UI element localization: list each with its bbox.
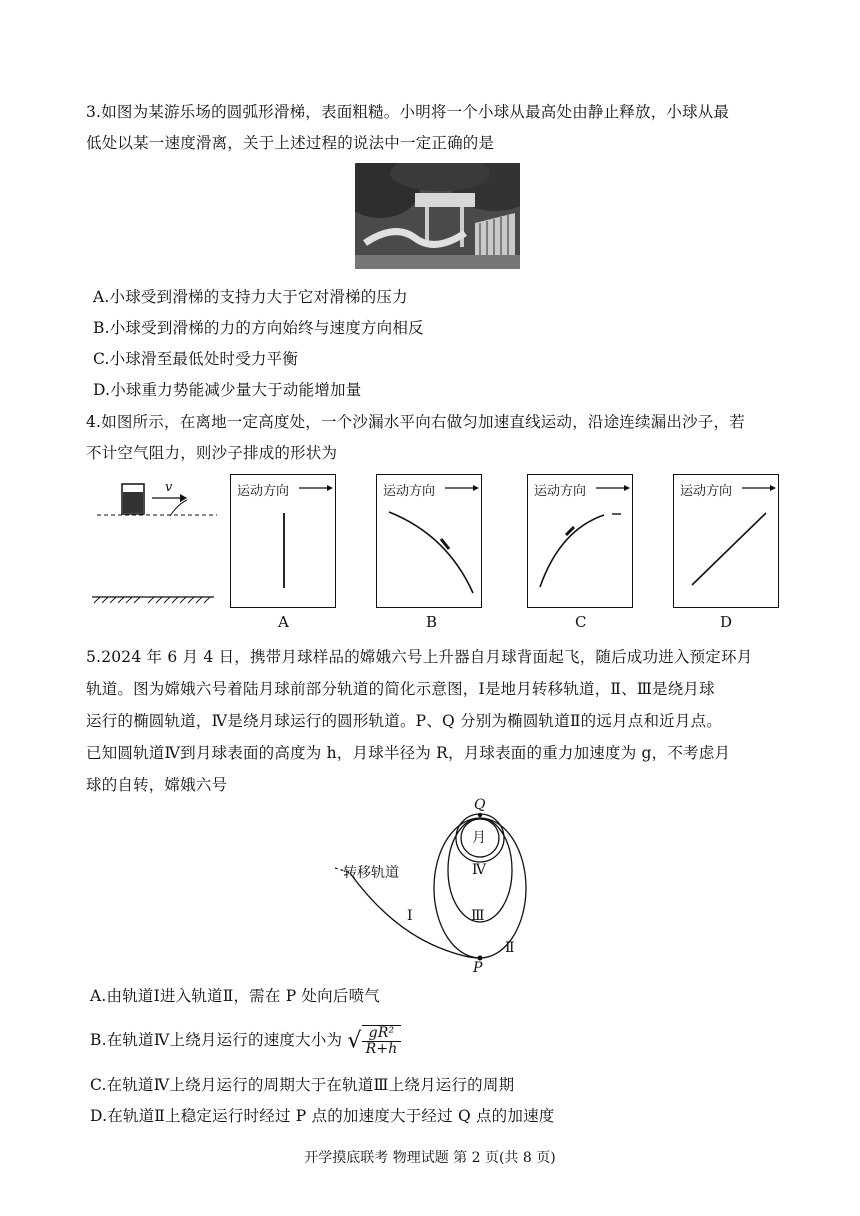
panel-d xyxy=(673,474,779,608)
transfer-orbit-label: 转移轨道 xyxy=(343,865,399,881)
q3-stem-line1: 3.如图为某游乐场的圆弧形滑梯，表面粗糙。小明将一个小球从最高处由静止释放，小球从最 xyxy=(86,103,730,121)
panel-a-shape xyxy=(231,475,335,607)
q5-option-b-formula xyxy=(362,1025,402,1057)
panel-d-header: 运动方向 xyxy=(680,484,733,499)
q5-stem-line2: 轨道。图为嫦娥六号着陆月球前部分轨道的简化示意图，Ⅰ是地月转移轨道，Ⅱ、Ⅲ是绕月球 xyxy=(86,680,715,698)
q3-option-d: D.小球重力势能减少量大于动能增加量 xyxy=(93,381,362,399)
point-p-label: P xyxy=(473,960,483,976)
page-footer: 开学摸底联考 物理试题 第 2 页(共 8 页) xyxy=(304,1150,556,1166)
panel-c xyxy=(527,474,633,608)
orbit-ii-label: Ⅱ xyxy=(505,940,515,956)
panel-label-b: B xyxy=(426,613,438,631)
panel-b-header: 运动方向 xyxy=(383,484,436,499)
q5-option-d: D.在轨道Ⅱ上稳定运行时经过 P 点的加速度大于经过 Q 点的加速度 xyxy=(90,1107,555,1125)
panel-label-c: C xyxy=(575,613,587,631)
velocity-label: v xyxy=(165,480,173,495)
hourglass-setup-diagram xyxy=(92,478,222,606)
q3-option-b: B.小球受到滑梯的力的方向始终与速度方向相反 xyxy=(93,319,424,337)
q5-stem-line4: 已知圆轨道Ⅳ到月球表面的高度为 h，月球半径为 R，月球表面的重力加速度为 g，不考虑月 xyxy=(86,744,731,762)
point-q-label: Q xyxy=(474,797,486,813)
q5-option-a: A.由轨道Ⅰ进入轨道Ⅱ，需在 P 处向后喷气 xyxy=(90,987,380,1005)
q5-stem-line3: 运行的椭圆轨道，Ⅳ是绕月球运行的圆形轨道。P、Q 分别为椭圆轨道Ⅱ的远月点和近月点。 xyxy=(86,712,722,730)
panel-c-header: 运动方向 xyxy=(534,484,587,499)
orbit-i-label: Ⅰ xyxy=(407,908,413,924)
q3-option-a: A.小球受到滑梯的支持力大于它对滑梯的压力 xyxy=(93,288,408,306)
moon-label: 月 xyxy=(472,830,486,846)
panel-b xyxy=(376,474,482,608)
q5-option-b-numerator: gR² xyxy=(362,1026,402,1042)
panel-c-shape xyxy=(528,475,632,607)
panel-b-shape xyxy=(377,475,481,607)
panel-a-header: 运动方向 xyxy=(237,484,290,499)
q5-option-b-denominator: R+h xyxy=(365,1041,398,1057)
panel-a xyxy=(230,474,336,608)
q5-option-b-text: B.在轨道Ⅳ上绕月运行的速度大小为 xyxy=(90,1031,343,1049)
panel-label-a: A xyxy=(278,613,289,631)
q5-stem-line5: 球的自转，嫦娥六号 xyxy=(86,776,228,794)
q3-stem-line2: 低处以某一速度滑离，关于上述过程的说法中一定正确的是 xyxy=(86,134,495,152)
q4-stem-line1: 4.如图所示，在离地一定高度处，一个沙漏水平向右做匀加速直线运动，沿途连续漏出沙子，若 xyxy=(86,413,745,431)
orbit-diagram xyxy=(330,798,560,978)
slide-photo xyxy=(355,163,520,269)
panel-label-d: D xyxy=(720,613,733,631)
orbit-iii-label: Ⅲ xyxy=(471,908,485,924)
q4-stem-line2: 不计空气阻力，则沙子排成的形状为 xyxy=(86,444,338,462)
q5-stem-line1: 5.2024 年 6 月 4 日，携带月球样品的嫦娥六号上升器自月球背面起飞，随后成功进入预定环月 xyxy=(86,648,753,666)
orbit-iv-label: Ⅳ xyxy=(472,862,486,878)
q3-option-c: C.小球滑至最低处时受力平衡 xyxy=(93,350,299,368)
q5-option-c: C.在轨道Ⅳ上绕月运行的周期大于在轨道Ⅲ上绕月运行的周期 xyxy=(90,1076,515,1094)
q5-option-b: B.在轨道Ⅳ上绕月运行的速度大小为 √ $\frac{\text{gR²}}{R+h}$ xyxy=(90,1025,401,1057)
panel-d-shape xyxy=(674,475,778,607)
